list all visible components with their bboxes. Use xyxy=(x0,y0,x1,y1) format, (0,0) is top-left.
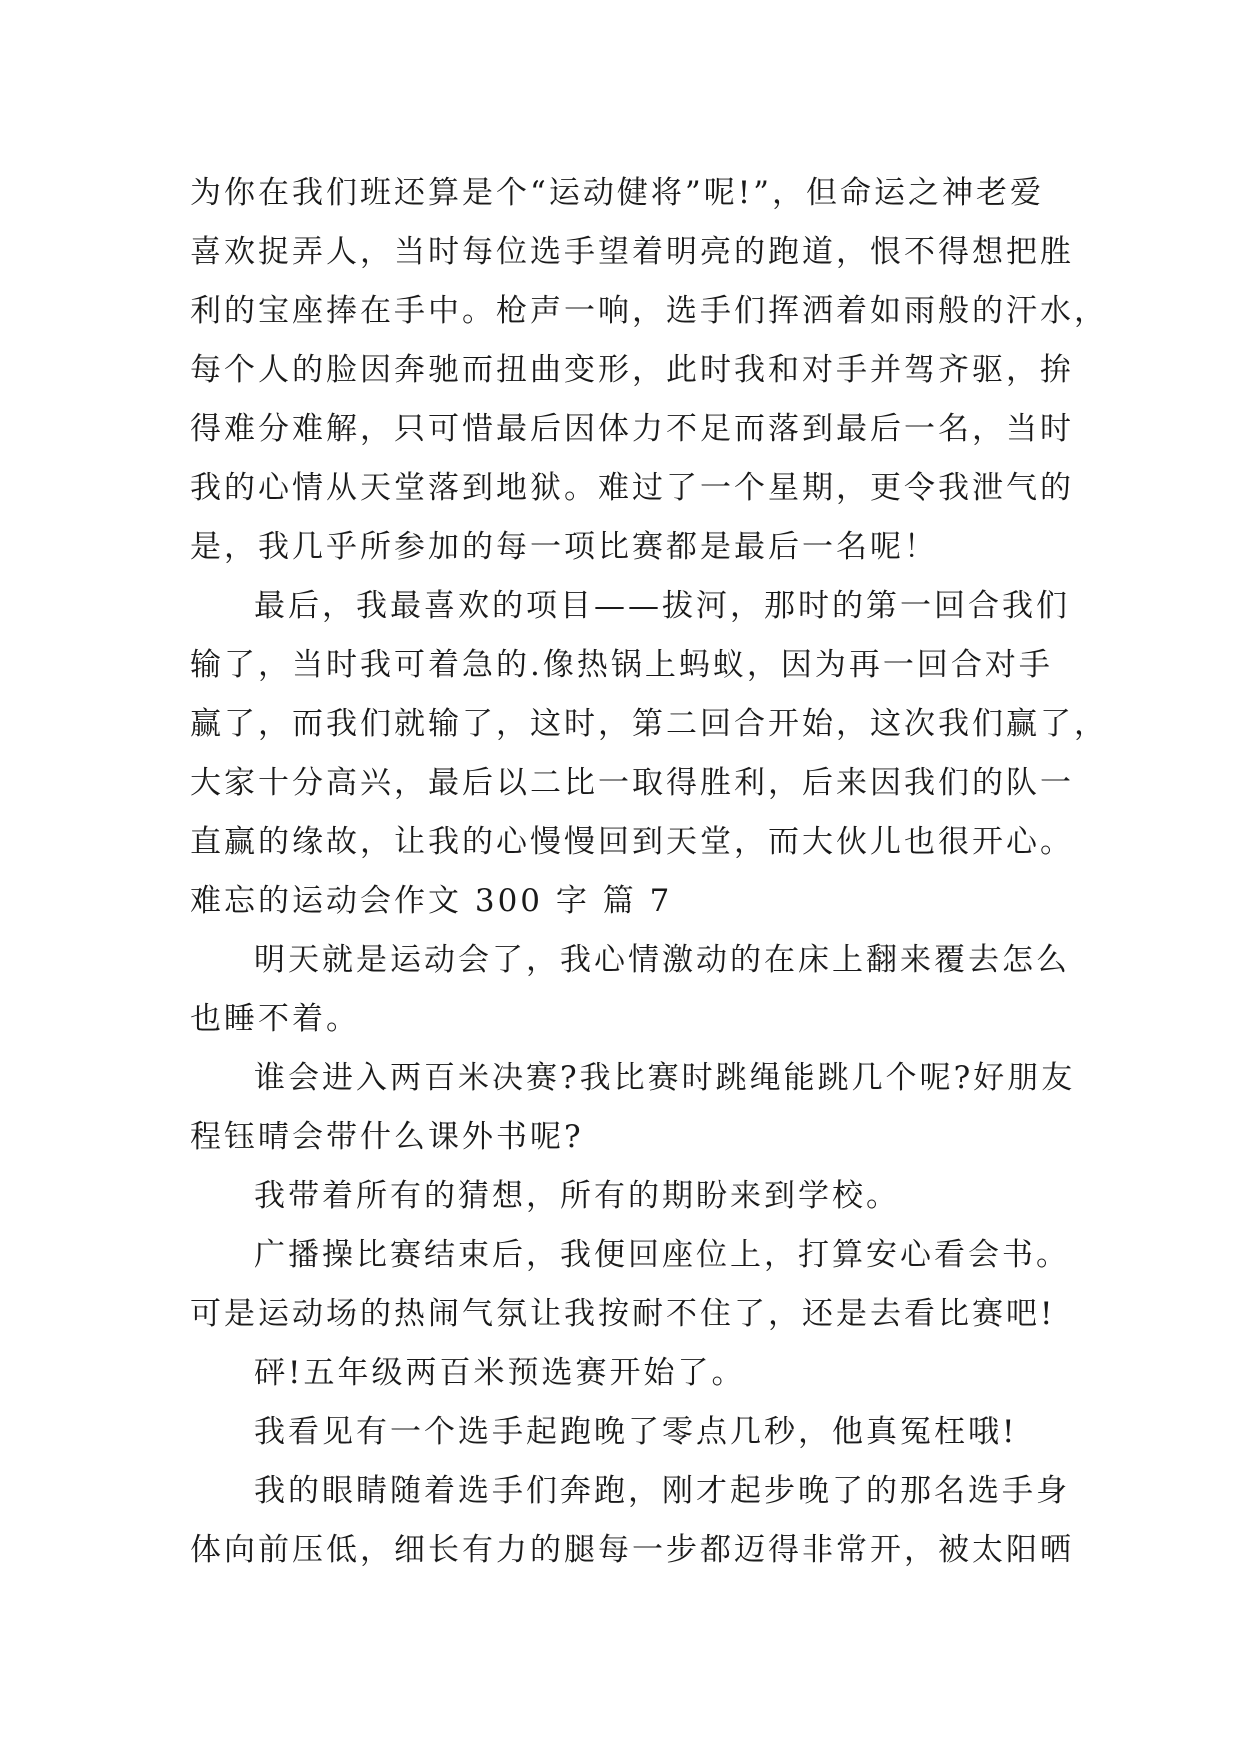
paragraph xyxy=(190,577,1108,872)
text-line: 谁会进入两百米决赛?我比赛时跳绳能跳几个呢?好朋友 xyxy=(254,1060,1076,1096)
text-line: 为你在我们班还算是个“运动健将”呢!”，但命运之神老爱 xyxy=(190,175,1044,211)
document-body xyxy=(190,164,1108,1580)
paragraph xyxy=(190,1403,1050,1462)
section-heading xyxy=(190,872,1050,931)
text-line: 大家十分高兴，最后以二比一取得胜利，后来因我们的队一 xyxy=(190,765,1074,801)
text-line: 程钰晴会带什么课外书呢? xyxy=(190,1119,584,1155)
text-line: 喜欢捉弄人，当时每位选手望着明亮的跑道，恨不得想把胜 xyxy=(190,234,1074,270)
text-line: 砰!五年级两百米预选赛开始了。 xyxy=(254,1355,746,1391)
text-line: 赢了，而我们就输了，这时，第二回合开始，这次我们赢了， xyxy=(190,706,1108,742)
text-line: 输了，当时我可着急的.像热锅上蚂蚁，因为再一回合对手 xyxy=(190,647,1053,683)
text-line: 得难分难解，只可惜最后因体力不足而落到最后一名，当时 xyxy=(190,411,1074,447)
text-line: 利的宝座捧在手中。枪声一响，选手们挥洒着如雨般的汗水， xyxy=(190,293,1108,329)
paragraph xyxy=(190,1049,1076,1167)
paragraph xyxy=(190,931,1070,1049)
text-line: 是，我几乎所参加的每一项比赛都是最后一名呢！ xyxy=(190,529,938,565)
text-line: 广播操比赛结束后，我便回座位上，打算安心看会书。 xyxy=(254,1237,1070,1273)
paragraph xyxy=(190,1344,1050,1403)
text-line: 体向前压低，细长有力的腿每一步都迈得非常开，被太阳晒 xyxy=(190,1532,1074,1568)
paragraph xyxy=(190,1167,1050,1226)
text-line: 也睡不着。 xyxy=(190,1001,360,1037)
text-line: 我带着所有的猜想，所有的期盼来到学校。 xyxy=(254,1178,900,1214)
text-line: 直赢的缘故，让我的心慢慢回到天堂，而大伙儿也很开心。 xyxy=(190,824,1074,860)
text-line: 我的眼睛随着选手们奔跑，刚才起步晚了的那名选手身 xyxy=(254,1473,1070,1509)
text-line: 最后，我最喜欢的项目——拔河，那时的第一回合我们 xyxy=(254,588,1070,624)
text-line: 可是运动场的热闹气氛让我按耐不住了，还是去看比赛吧! xyxy=(190,1296,1056,1332)
text-line: 每个人的脸因奔驰而扭曲变形，此时我和对手并驾齐驱，拚 xyxy=(190,352,1074,388)
paragraph xyxy=(190,1462,1074,1580)
text-line: 我看见有一个选手起跑晚了零点几秒，他真冤枉哦! xyxy=(254,1414,1018,1450)
paragraph xyxy=(190,164,1108,577)
text-line: 明天就是运动会了，我心情激动的在床上翻来覆去怎么 xyxy=(254,942,1070,978)
heading-line: 难忘的运动会作文 300 字 篇 7 xyxy=(190,883,673,919)
text-line: 我的心情从天堂落到地狱。难过了一个星期，更令我泄气的 xyxy=(190,470,1074,506)
paragraph xyxy=(190,1226,1070,1344)
